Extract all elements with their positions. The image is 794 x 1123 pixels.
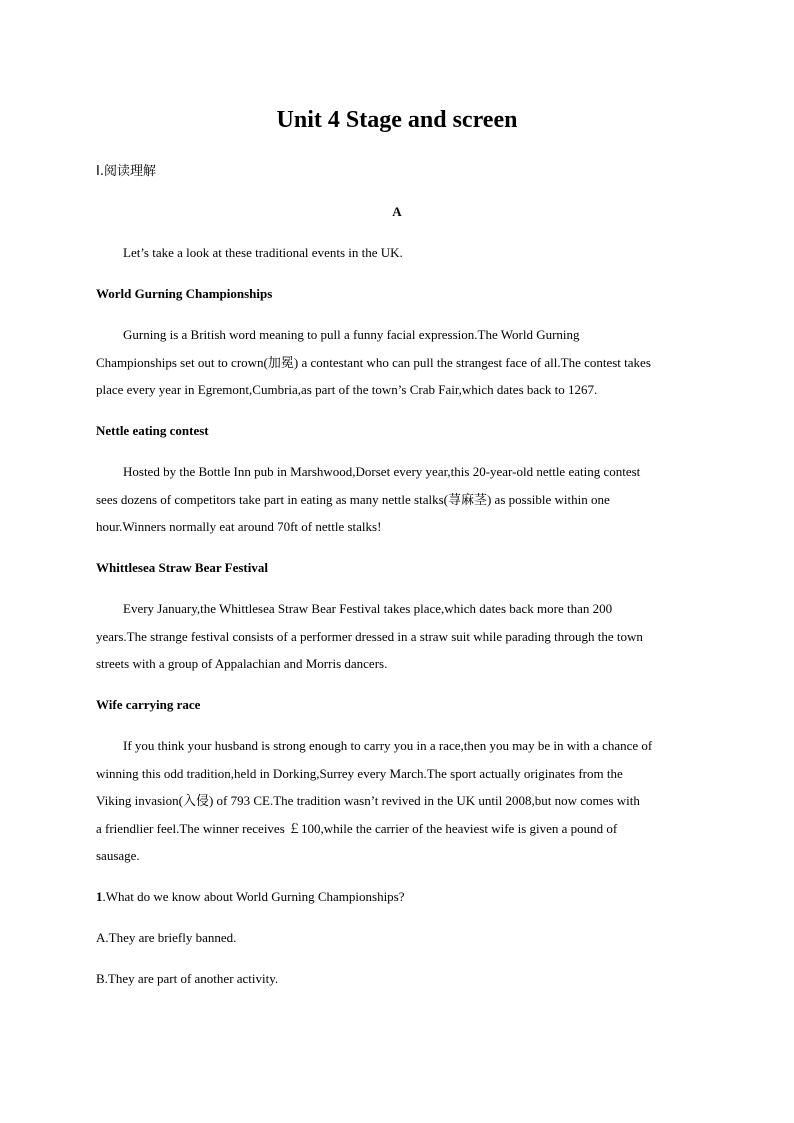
page-title: Unit 4 Stage and screen bbox=[276, 107, 518, 133]
event-heading-straw-bear: Whittlesea Straw Bear Festival bbox=[96, 560, 268, 575]
paragraph-line: streets with a group of Appalachian and Morris dancers. bbox=[96, 656, 388, 671]
paragraph-line: years.The strange festival consists of a performer dressed in a straw suit while parading through the town bbox=[96, 629, 643, 644]
paragraph-line: hour.Winners normally eat around 70ft of nettle stalks! bbox=[96, 519, 382, 534]
section-label: Ⅰ.阅读理解 bbox=[96, 164, 156, 179]
paragraph-line: Championships set out to crown(加冕) a contestant who can pull the strangest face of all.The contest takes bbox=[96, 355, 651, 370]
option-b: B.They are part of another activity. bbox=[96, 971, 279, 986]
paragraph-line: Every January,the Whittlesea Straw Bear Festival takes place,which dates back more than 200 bbox=[123, 601, 613, 616]
passage-label: A bbox=[392, 204, 402, 219]
paragraph-line: If you think your husband is strong enough to carry you in a race,then you may be in with a chance of bbox=[123, 738, 653, 753]
paragraph-line: Viking invasion(入侵) of 793 CE.The tradition wasn’t revived in the UK until 2008,but now comes with bbox=[96, 793, 640, 808]
paragraph-line: Hosted by the Bottle Inn pub in Marshwood,Dorset every year,this 20-year-old nettle eating contest bbox=[123, 464, 641, 479]
option-a: A.They are briefly banned. bbox=[96, 930, 237, 945]
paragraph-line: winning this odd tradition,held in Dorking,Surrey every March.The sport actually originates from the bbox=[96, 766, 623, 781]
paragraph-line: place every year in Egremont,Cumbria,as part of the town’s Crab Fair,which dates back to 1267. bbox=[96, 382, 598, 397]
intro-text: Let’s take a look at these traditional events in the UK. bbox=[123, 245, 403, 260]
event-heading-nettle: Nettle eating contest bbox=[96, 423, 209, 438]
paragraph-line: sausage. bbox=[96, 848, 140, 863]
question-number: 1 bbox=[96, 889, 103, 904]
event-heading-gurning: World Gurning Championships bbox=[96, 286, 273, 301]
question-1 bbox=[96, 888, 706, 906]
paragraph-line: Gurning is a British word meaning to pull a funny facial expression.The World Gurning bbox=[123, 327, 580, 342]
question-text: .What do we know about World Gurning Championships? bbox=[102, 889, 405, 904]
paragraph-line: a friendlier feel.The winner receives ￡100,while the carrier of the heaviest wife is given a pound of bbox=[96, 821, 618, 836]
event-heading-wife-carrying: Wife carrying race bbox=[96, 697, 201, 712]
paragraph-line: sees dozens of competitors take part in eating as many nettle stalks(荨麻茎) as possible within one bbox=[96, 492, 610, 507]
